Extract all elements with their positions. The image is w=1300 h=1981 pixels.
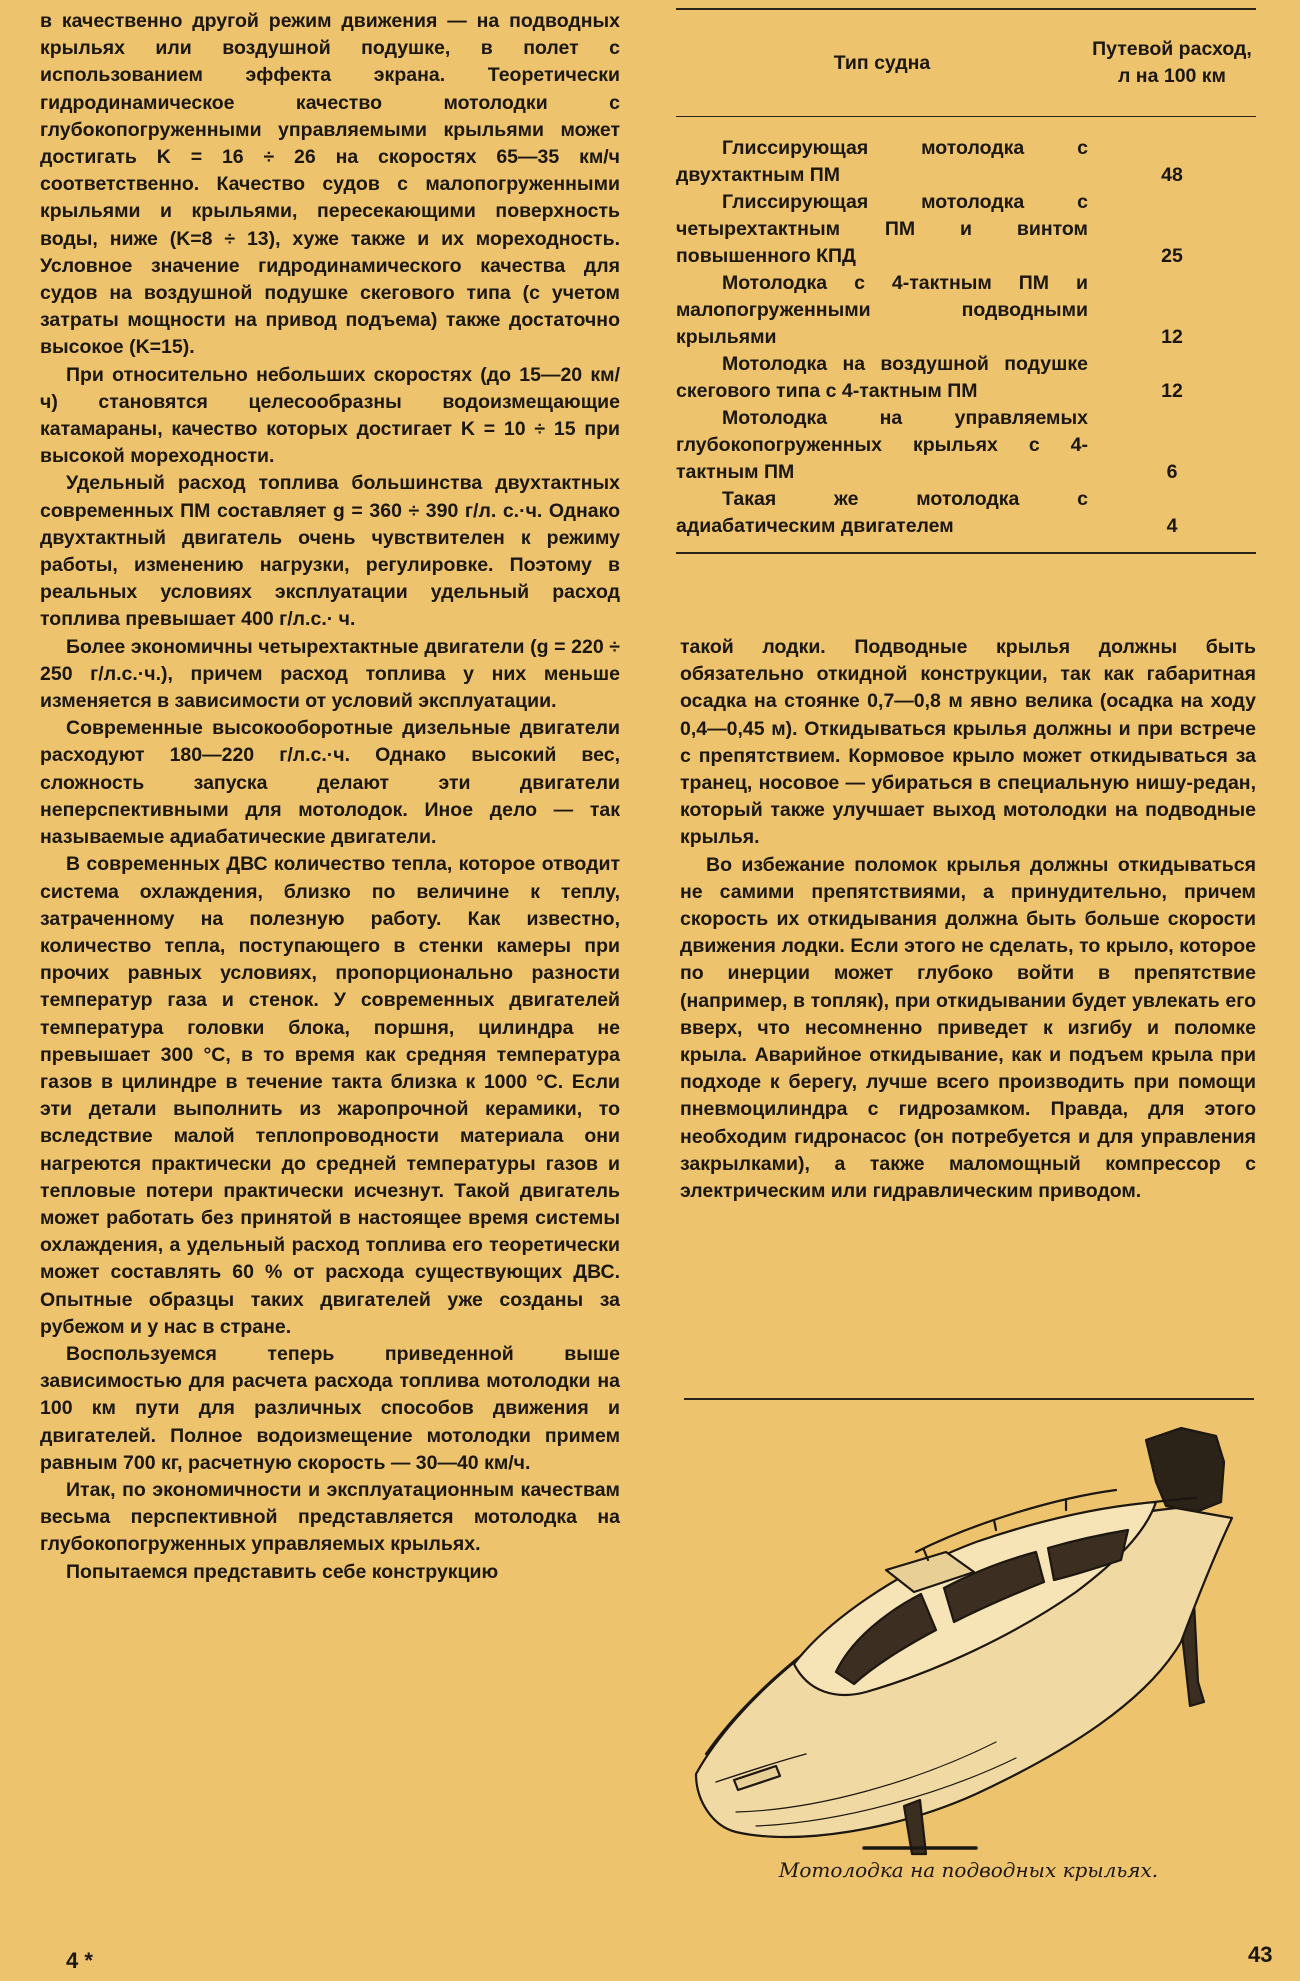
paragraph: Во избежание поломок крылья должны откидываться не самими препятствиями, а принудительно, причем скорость их откидывания должна быть больше скорости движения лодки. Если этого не сделать, то крыло, которое по инерции может глубоко войти в препятствие (например, в топляк), при откидывании будет увлекать его вверх, что несомненно приведет к изгибу и поломке крыла. Аварийное откидывание, как и подъем крыла при подходе к берегу, лучше всего производить при помощи пневмоцилиндра с гидрозамком. Правда, для этого необходим гидронасос (он потребуется и для управления закрылками), а также маломощный компрессор с электрическим или гидравлическим приводом. [680,853,1256,1203]
left-text-column [40,8,620,1586]
paragraph: Удельный расход топлива большинства двухтактных современных ПМ составляет g = 360 ÷ 390 г/л. с.·ч. Однако двухтактный двигатель очень чувствителен к режиму работы, изменению нагрузки, регулировке. Поэтому в реальных условиях эксплуатации удельный расход топлива превышает 400 г/л.с.· ч. [40,472,620,631]
cell-fuel-rate: 6 [1166,461,1178,483]
fuel-consumption-table [676,8,1256,554]
cell-vessel-type: Глиссирующая мотолодка с четырехтактным ПМ и винтом повышенного КПД [676,191,1088,267]
paragraph: Воспользуемся теперь приведенной выше зависимостью для расчета расхода топлива мотолодки на 100 км пути для различных способов движения и двигателей. Полное водоизмещение мотолодки примем равным 700 кг, расчетную скорость — 30—40 км/ч. [40,1342,620,1474]
table-row [676,135,1256,189]
table-row [676,486,1256,540]
paragraph: в качественно другой режим движения — на подводных крыльях или воздушной подушке, в полет с использованием эффекта экрана. Теоретически гидродинамическое качество мотолодки с глубокопогруженными управляемыми крыльями может достигать K = 16 ÷ 26 на скоростях 65—35 км/ч соответственно. Качество судов с малопогруженными крыльями и крыльями, пересекающими поверхность воды, ниже (K=8 ÷ 13), хуже также и их мореходность. Условное значение гидродинамического качества для судов на воздушной подушке скегового типа (с учетом затраты мощности на привод подъема) также достаточно высокое (K=15). [40,10,620,359]
table-bottom-rule [676,552,1256,554]
table-row [676,351,1256,405]
header-vessel-type: Тип судна [833,51,931,74]
cell-fuel-rate: 48 [1161,164,1183,186]
figure-caption: Мотолодка на подводных крыльях. [778,1858,1159,1882]
table-body [676,117,1256,552]
cell-fuel-rate: 4 [1166,515,1178,537]
header-fuel-rate: Путевой расход, л на 100 км [1092,38,1252,87]
table-row [676,270,1256,351]
paragraph: Более экономичны четырехтактные двигатели (g = 220 ÷ 250 г/л.с.·ч.), причем расход топлива у них меньше изменяется в зависимости от условий эксплуатации. [40,635,620,713]
cell-vessel-type: Глиссирующая мотолодка с двухтактным ПМ [676,137,1088,186]
cell-fuel-rate: 12 [1161,380,1183,402]
paragraph: При относительно небольших скоростях (до 15—20 км/ч) становятся целесообразны водоизмещающие катамараны, качество которых достигает K = 10 ÷ 15 при высокой мореходности. [40,363,620,468]
paragraph: такой лодки. Подводные крылья должны быть обязательно откидной конструкции, так как габаритная осадка на стоянке 0,7—0,8 м явно велика (осадка на ходу 0,4—0,45 м). Откидываться крылья должны и при встрече с препятствием. Кормовое крыло может откидываться за транец, носовое — убираться в специальную нишу-редан, который также улучшает выход мотолодки на подводные крылья. [680,636,1256,849]
paragraph: Современные высокооборотные дизельные двигатели расходуют 180—220 г/л.с.·ч. Однако высокий вес, сложность запуска делают эти двигатели неперспективными для мотолодок. Иное дело — так называемые адиабатические двигатели. [40,717,620,849]
table-row [676,189,1256,270]
right-text-column [680,634,1256,1205]
figure [676,1392,1261,1902]
cell-fuel-rate: 25 [1161,245,1183,267]
cell-fuel-rate: 12 [1161,326,1183,348]
cell-vessel-type: Мотолодка с 4-тактным ПМ и малопогруженными подводными крыльями [676,272,1088,348]
cell-vessel-type: Мотолодка на воздушной подушке скегового типа с 4-тактным ПМ [676,353,1088,402]
paragraph: Попытаемся представить себе конструкцию [66,1560,499,1583]
table-header [676,10,1256,116]
paragraph: В современных ДВС количество тепла, которое отводит система охлаждения, близко по величине к теплу, затраченному на полезную работу. Как известно, количество тепла, поступающего в стенки камеры при прочих равных условиях, пропорционально разности температур газа и стенок. У современных двигателей температура головки блока, поршня, цилиндра не превышает 300 °С, в то время как средняя температура газов в цилиндре в течение такта близка к 1000 °С. Если эти детали выполнить из жаропрочной керамики, то вследствие малой теплопроводности материала они нагреются практически до средней температуры газов и тепловые потери практически исчезнут. Такой двигатель может работать без принятой в настоящее время системы охлаждения, а удельный расход топлива его теоретически может составлять 60 % от расхода существующих ДВС. Опытные образцы таких двигателей уже созданы за рубежом и у нас в стране. [40,853,620,1338]
cell-vessel-type: Такая же мотолодка с адиабатическим двигателем [676,488,1088,537]
paragraph: Итак, по экономичности и эксплуатационным качествам весьма перспективной представляется мотолодка на глубокопогруженных управляемых крыльях. [40,1478,620,1556]
table-row [676,405,1256,486]
signature-mark: 4 * [66,1948,93,1973]
figure-top-rule [684,1398,1254,1400]
hydrofoil-motorboat-drawing [676,1402,1261,1857]
page-number: 43 [1248,1942,1273,1967]
cell-vessel-type: Мотолодка на управляемых глубокопогруженных крыльях с 4-тактным ПМ [676,407,1088,483]
